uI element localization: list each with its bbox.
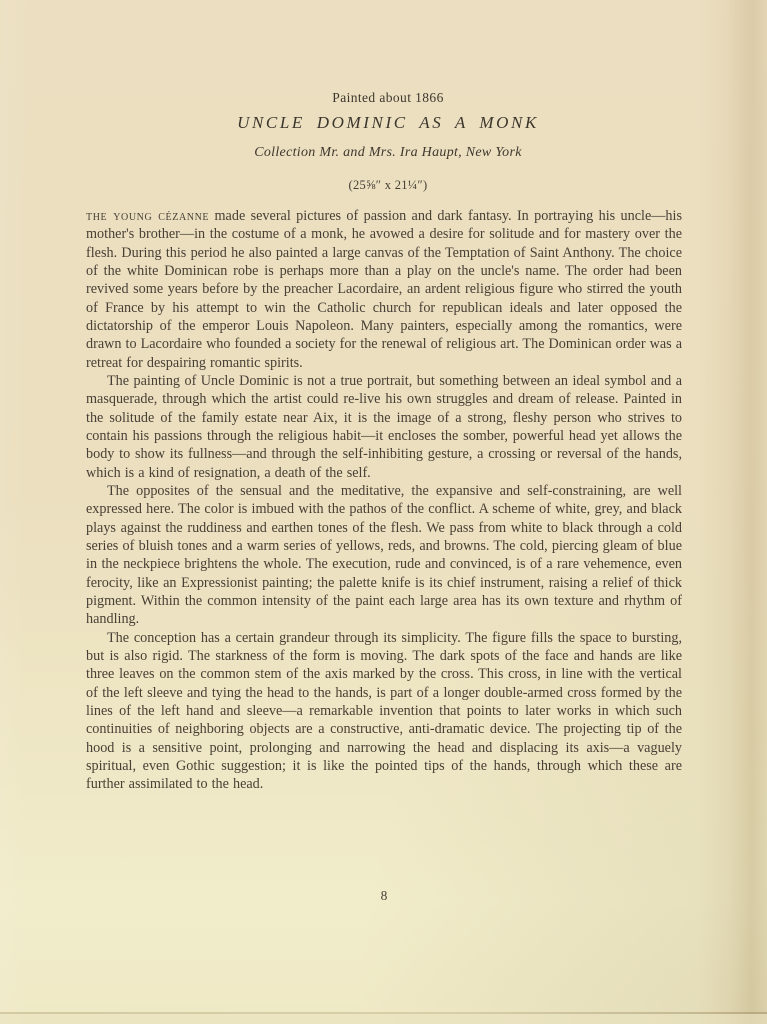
paragraph: The opposites of the sensual and the meditative, the expansive and self-constraining, are well expressed here. The color is imbued with the pathos of the conflict. A scheme of white, grey, and black plays against the ruddiness and earthen tones of the flesh. We pass from white to black through a cold series of bluish tones and a warm series of yellows, reds, and browns. The cold, piercing gleam of blue in the neckpiece brightens the whole. The execution, rude and convinced, is of a rare vehemence, even ferocity, like an Expressionist painting; the palette knife is its chief instrument, raising a relief of thick pigment. Within the common intensity of the paint each large area has its own texture and rhythm of handling. bbox=[86, 482, 682, 628]
artwork-dimensions: (25⅝″ x 21¼″) bbox=[348, 178, 428, 192]
paragraph: The painting of Uncle Dominic is not a true portrait, but something between an ideal symbol and a masquerade, through which the artist could re-live his own struggles and dream of release. Painted in the solitude of the family estate near Aix, it is the image of a strong, fleshy person who strives to contain his passions through the religious habit—it encloses the somber, powerful head yet allows the body to show its fullness—and through the self-inhibiting gesture, a crossing or reversal of the hands, which is a kind of resignation, a death of the self. bbox=[86, 372, 682, 481]
plate-header bbox=[90, 90, 686, 193]
paragraph-lead-small-caps: the young cézanne bbox=[86, 208, 210, 224]
painted-date-line: Painted about 1866 bbox=[332, 90, 444, 105]
artwork-title: UNCLE DOMINIC AS A MONK bbox=[237, 113, 539, 132]
page-bottom-strip bbox=[0, 1014, 767, 1024]
body-text bbox=[86, 207, 682, 794]
page-number: 8 bbox=[380, 888, 388, 903]
paragraph: The conception has a certain grandeur through its simplicity. The figure fills the space to bursting, but is also rigid. The starkness of the form is moving. The dark spots of the face and hands are like three leaves on the common stem of the axis marked by the cross. This cross, in line with the vertical of the left sleeve and tying the head to the hands, is part of a longer double-armed cross formed by the lines of the left hand and sleeve—a remarkable invention that points to later works in which such continuities of neighboring objects are a constructive, anti-dramatic device. The projecting tip of the hood is a sensitive point, prolonging and narrowing the head and displacing its axis—a vaguely spiritual, even Gothic suggestion; it is like the pointed tips of the hands, through which these are further assimilated to the head. bbox=[86, 629, 682, 793]
collection-credit-line: Collection Mr. and Mrs. Ira Haupt, New York bbox=[254, 145, 522, 160]
paragraph: the young cézanne made several pictures of passion and dark fantasy. In portraying his uncle—his mother's brother—in the costume of a monk, he avowed a desire for solitude and for mastery over the flesh. During this period he also painted a large canvas of the Temptation of Saint Anthony. The choice of the white Dominican robe is perhaps more than a play on the uncle's name. The order had been revived some years before by the preacher Lacordaire, an ardent religious figure who stirred the youth of France by his attempt to win the Catholic church for republican ideals and later opposed the dictatorship of the emperor Louis Napoleon. Many painters, especially among the romantics, were drawn to Lacordaire who founded a society for the renewal of religious art. The Dominican order was a retreat for despairing romantic spirits. bbox=[86, 208, 683, 371]
